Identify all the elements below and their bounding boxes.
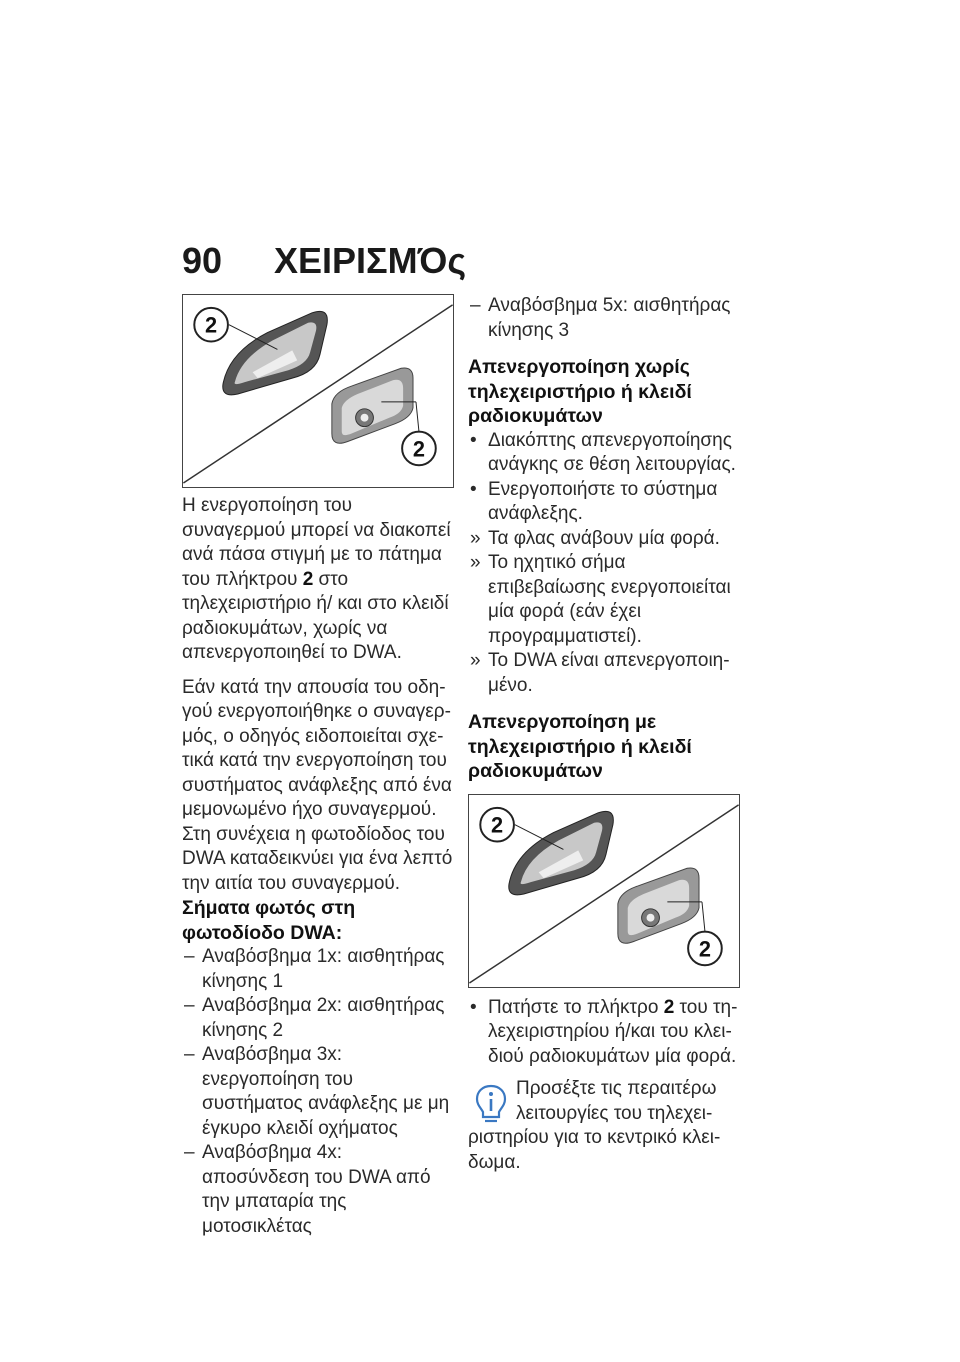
list-item: • Διακόπτης απενεργοποίησης ανάγκης σε θέση λειτουργίας.: [470, 429, 736, 475]
deactivate-without-remote-heading: Απενεργοποίηση χωρίς τηλεχειριστήριο ή κλειδί ραδιοκυμάτων: [468, 356, 692, 427]
list-item: » Το DWA είναι απενεργοποιημένο.: [470, 650, 730, 696]
list-item: » Το ηχητικό σήμα επιβεβαίωσης ενεργοποιείται μία φορά (εάν έχει προγραμματιστεί).: [470, 552, 731, 647]
info-note: [468, 1077, 740, 1175]
section-title: ΧΕΙΡΙΣΜΌς: [274, 240, 467, 281]
list-item: • Ενεργοποιήστε το σύστημα ανάφλεξης.: [470, 478, 718, 524]
key-fob-illustration: [469, 795, 739, 987]
list-item: » Τα φλας ανάβουν μία φορά.: [470, 527, 720, 549]
callout-2b: 2: [698, 935, 712, 961]
callout-2a: 2: [491, 812, 504, 838]
page-number: 90: [182, 240, 223, 281]
callout-2b: 2: [412, 436, 426, 462]
deactivate-steps: [468, 429, 740, 699]
deactivate-with-remote-heading: Απενεργοποίηση με τηλεχειριστήριο ή κλειδί ραδιοκυμάτων: [468, 711, 692, 782]
list-item: – Αναβόσβημα 1x: αισθητήρας κίνησης 1: [184, 946, 445, 992]
list-item: – Αναβόσβημα 3x: ενεργοποίηση του συστήματος ανάφλεξης με μη έγκυρο κλειδί οχήματος: [184, 1044, 450, 1139]
right-column: [468, 294, 740, 1175]
callout-2a: 2: [205, 312, 218, 338]
list-item: • Πατήστε το πλήκτρο 2 του τηλεχειριστηρίου ή/και του κλειδιού ραδιοκυμάτων μία φορά.: [470, 996, 738, 1067]
led-signals-list: [182, 945, 454, 1239]
key-fob-illustration: [183, 295, 453, 487]
interrupt-paragraph: Η ενεργοποίηση του συναγερμού μπορεί να διακοπεί ανά πάσα στιγμή με το πάτημα του πλήκτρου 2 στο τηλεχειριστήριο ή/ και στο κλειδί ραδιοκυμάτων, χωρίς να απενεργοποιηθεί το DWA.: [182, 495, 451, 663]
press-button-step: [468, 996, 740, 1070]
key-fob-figure-2: [468, 794, 740, 988]
info-icon: [474, 1083, 508, 1125]
info-note-text: Προσέξτε τις περαιτέρω λειτουργίες του τηλεχειριστηρίου για το κεντρικό κλειδωμα.: [468, 1078, 721, 1173]
list-item: – Αναβόσβημα 4x: αποσύνδεση του DWA από την μπαταρία της μοτοσικλέτας: [184, 1142, 431, 1237]
key-fob-figure-1: [182, 294, 454, 488]
left-column: [182, 294, 454, 1239]
led-signals-heading: Σήματα φωτός στη φωτοδίοδο DWA:: [182, 897, 356, 944]
list-item: – Αναβόσβημα 5x: αισθητήρας κίνησης 3: [470, 295, 731, 341]
page-header: [182, 240, 466, 282]
absence-paragraph: Εάν κατά την απουσία του οδηγού ενεργοποιήθηκε ο συναγερμός, ο οδηγός ειδοποιείται σχετικά κατά την ενεργοποίηση του συστήματος ανάφλεξης από ένα μεμονωμένο ήχο συναγερμού. Στη συνέχεια η φωτοδίοδος του DWA καταδεικνύει για ένα λεπτό την αιτία του συναγερμού.: [182, 676, 453, 894]
list-item: – Αναβόσβημα 2x: αισθητήρας κίνησης 2: [184, 995, 445, 1041]
led-signals-list-continued: [468, 294, 740, 343]
